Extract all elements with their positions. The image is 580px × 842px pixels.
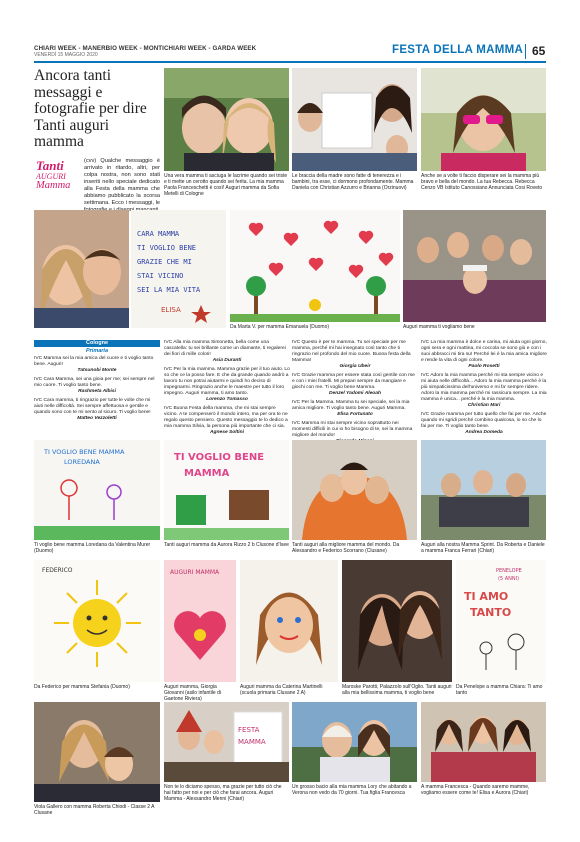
photo-mother-son (34, 210, 129, 328)
svg-text:ELISA: ELISA (161, 306, 181, 314)
photo-selfie-image (342, 560, 452, 682)
messages-column-2 (164, 340, 290, 439)
drawing-penelope (456, 560, 546, 682)
article-headline: Ancora tanti messaggi e fotografie per dire Tanti auguri mamma (34, 67, 147, 150)
message: IVC Buona Festa della mamma, che mi stai sempre vicino. A te compenserò il mondo intero, ma per ora te ne regalo questo pensiero. Questo messaggio te lo dedico a mia mamma Silvia, la persona più importante che ci sia. Agnese Soltini (164, 406, 288, 435)
photo-blanket-mother (292, 440, 417, 540)
svg-text:TI AMO: TI AMO (464, 590, 509, 603)
drawing-cara-mamma (131, 210, 226, 328)
caption-row2-2: Auguri mamma ti vogliamo bene (403, 324, 475, 330)
drawing-face-image (240, 560, 338, 682)
section-title: FESTA DELLA MAMMA (392, 44, 524, 56)
caption-row3-1: Ti voglio bene mamma Loredana da Valentina Murer (Duomo) (34, 542, 151, 554)
message: IVC Adoro la mia mamma perché mi sta sempre vicino e mi aiuta nelle difficoltà... Adoro la mia mamma perché è la più simpaticissima dell'universo e mi fa' sempre ridere. Adoro la mia mamma perché mi rassicura sempre. La mia mamma è unica... perché è la mia mamma. Christian Mari (421, 373, 547, 408)
message: IVC Grazie mamma per tutto quello che fai per me. Anche quando mi sgridi perché combino qualcosa, io so che lo fai per me. Ti voglio tanto bene. Andrea Domeda (421, 412, 547, 435)
svg-text:AUGURI MAMMA: AUGURI MAMMA (170, 569, 220, 576)
logo-line-2: AUGURI (36, 172, 66, 181)
photo-family-drawing-image (292, 68, 417, 171)
caption-row3-2: Tanti auguri mamma da Aurora Rizzo 2 b Clusone d'Isee (164, 542, 289, 548)
svg-text:MAMMA: MAMMA (184, 468, 230, 479)
svg-text:TI VOGLIO BENE: TI VOGLIO BENE (137, 244, 197, 252)
caption-top-1: Una vera mamma ti asciuga le lacrime quando sei triste e ti mette un cerotto quando sei ferita. La mia mamma Paola Franceschetti è così! Auguri mamma da Sofia Metelli di Cologne (164, 173, 288, 197)
caption-row5-4: A mamma Francesca - Quando saremo mamme, vogliamo essere come te! Elisa e Aurora (Chiari) (421, 784, 530, 796)
photo-girl-pink-glasses-image (421, 68, 546, 171)
svg-text:STAI VICINO: STAI VICINO (137, 272, 184, 280)
drawing-sun-image (34, 560, 160, 682)
logo-line-1: Tanti (36, 158, 64, 173)
intro-text: (cvv) Qualche messaggio è arrivato in ritardo, altri, per colpa nostra, non sono stati inseriti nello speciale dedicato alla Festa della mamma che abbiamo pubblicato la scorsa settimana. Ecco i messaggi, le (84, 158, 160, 206)
drawing-family-image (34, 440, 160, 540)
photo-elisa-aurora (421, 702, 546, 782)
caption-row2-1: Da Marta V. per mamma Emanuela (Duomo) (230, 324, 330, 330)
photo-three-women-image (421, 702, 546, 782)
caption-row4-2: Auguri mamma, Giorgia Giovanni (asilo infantile di Gaetone Riviera) (164, 684, 221, 702)
drawing-caterina-face (240, 560, 338, 682)
cologne-heading: Cologne (34, 340, 160, 347)
message: IVC Mamma sei la mia amica del cuore e ti voglio tanto bene. Auguri! Tatsunobi Monte (34, 356, 154, 373)
photo-maroske-mother (342, 560, 452, 682)
svg-text:MAMMA: MAMMA (238, 738, 266, 746)
cologne-subheading: Primaria (85, 348, 108, 354)
caption-row4-5: Da Penelope a mamma Chiara: Ti amo tanto (456, 684, 543, 696)
photo-francesca-lory (292, 702, 417, 782)
svg-text:GRAZIE CHE MI: GRAZIE CHE MI (137, 258, 192, 266)
photo-franca-family (421, 440, 546, 540)
svg-text:PENELOPE: PENELOPE (496, 568, 522, 574)
drawing-letter-image (131, 210, 226, 328)
message: IVC Cara mamma, ti ringrazio per tutte le volte che mi aiuti nelle difficoltà. Sei sempre affettuosa e gentile e quando sono con te mi sento al sicuro. Ti voglio bene! Matteo Vezzoletti (34, 398, 151, 421)
svg-text:TI VOGLIO BENE: TI VOGLIO BENE (174, 452, 265, 463)
message: IVC Mamma mi stai sempre vicino soprattutto nei momenti difficili in cui io ho bisogno di te, sei la mamma migliore del mondo! (292, 421, 413, 438)
message: IVC Alla mia mamma Simonetta, bella come una cascatella: tu sei brillante come un diamante, ti regalerei dei fiori di mille colori! Asia Duranti (164, 340, 286, 363)
page-number: 65 (532, 44, 546, 58)
photo-family-group-image (403, 210, 546, 322)
messages-column-4 (421, 340, 547, 439)
header-rule (34, 61, 546, 63)
messages-column-3 (292, 340, 418, 448)
issue-date: VENERDÌ 15 MAGGIO 2020 (34, 52, 98, 58)
photo-rebecca (421, 68, 546, 171)
drawing-heart-image (164, 560, 236, 682)
svg-text:(5 ANNI): (5 ANNI) (498, 576, 520, 582)
drawing-ti-amo-image (456, 560, 546, 682)
svg-text:TI VOGLIO BENE MAMMA: TI VOGLIO BENE MAMMA (44, 448, 125, 456)
caption-row5-2: Non te lo diciamo spesso, ma grazie per tutto ciò che hai fatto per noi e per ciò che farai ancora. Auguri Mamma - Alessandro Menni (Chiari) (164, 784, 282, 802)
svg-text:TANTO: TANTO (470, 606, 512, 619)
photo-alessandro-menni (164, 702, 289, 782)
photo-mother-daughter-outdoor-image (292, 702, 417, 782)
message: IVC Per la Mamma. Mamma tu sei speciale, sei la mia amica migliore. Ti voglio tanto bene. Auguri Mamma. Elisa Fortunato (292, 400, 410, 417)
caption-row4-3: Auguri mamma da Caterina Martinelli (scuola primaria Clusane 2 A) (240, 684, 323, 696)
photo-family-group (403, 210, 546, 322)
message: IVC Per la mia mamma. Mamma grazie per il tuo aiuto. Lo so che ce la posso fare. E che da grande quando andrò a lavoro tu non potrai aiutarmi e quindi ho deciso di impegnarmi. Ringrazio anche le maestre per tutto il loro impegno. Auguri mamma, ti amo tanto. Lorenzo Tomasso (164, 367, 290, 402)
caption-row3-3: Tanti auguri alla migliore mamma del mondo. Da Alessandro e Federico Scorrano (Clusane) (292, 542, 400, 554)
svg-text:SEI LA MIA VITA: SEI LA MIA VITA (137, 286, 201, 294)
caption-row4-4: Maroske Parotti, Palazzolo sull'Oglio. Tanti auguri alla mia bellissima mamma, ti voglio bene (342, 684, 452, 696)
drawing-giorgia-heart (164, 560, 236, 682)
message: IVC La mia mamma è dolce e carina, mi aiuta ogni giorno, ogni sera e ogni mattina, mi coccola se sono giù e con i suoi abbracci mi tira su! Perché lei è la mia amica migliore e rende la vita di ogni colore. Paolo Rosetti (421, 340, 547, 369)
photo-mother-son-image (34, 210, 129, 328)
photo-viola-roberta (34, 702, 160, 802)
photo-mother-girl-image (34, 702, 160, 802)
logo-line-3: Mamma (36, 180, 71, 191)
photo-outdoor-family-image (421, 440, 546, 540)
drawing-loredana (34, 440, 160, 540)
photo-daniela-children (292, 68, 417, 171)
drawing-federico-sun (34, 560, 160, 682)
drawing-pink-letters-image (164, 440, 289, 540)
header-separator (525, 44, 526, 59)
caption-top-2: Le braccia della madre sono fatte di tenerezza e i bambini, tra esse, ci dormono profondamente. Mamma Daniela con Christian Azzurro e Brianna (Orzinuovi) (292, 173, 414, 191)
drawing-hearts-trees (230, 210, 400, 322)
message: IVC Questo è per te mamma. Tu sei speciale per me mamma, perché mi hai insegnato così tanto che ti ringrazio nel profondo del mio cuore. Buona festa della Mamma! Giorgia Ubeir (292, 340, 411, 369)
caption-row5-1: Viola Gallero con mamma Roberta Chiodi - Classe 2 A Clusane (34, 804, 155, 816)
drawing-hearts-image (230, 210, 400, 322)
photo-sofia-mamma (164, 68, 289, 171)
svg-text:FESTA: FESTA (238, 726, 260, 734)
messages-column-1 (34, 356, 160, 425)
drawing-aurora (164, 440, 289, 540)
photo-mother-daughter-image (164, 68, 289, 171)
svg-text:LOREDANA: LOREDANA (64, 458, 100, 466)
photo-christmas-image (164, 702, 289, 782)
photo-children-blanket-image (292, 440, 417, 540)
svg-text:CARA MAMMA: CARA MAMMA (137, 230, 180, 238)
caption-row4-1: Da Federico per mamma Stefania (Duomo) (34, 684, 130, 690)
svg-text:FEDERICO: FEDERICO (42, 567, 73, 574)
caption-row3-4: Auguri alla nostra Mamma Sprint. Da Roberta e Daniele a mamma Franca Ferrari (Chiari) (421, 542, 545, 554)
message: IVC Grazie mamma per essere stata così gentile con me e con i miei fratelli. Mi prepari sempre da mangiare e giochi con me. Ti voglio bene Mamma. Denzel Yadomi Aleoah (292, 373, 415, 396)
message: IVC Cara Mamma, sei una gioia per me; sei sempre nel mio cuore. Ti voglio tanto bene. Rashmeta Albisi (34, 377, 155, 394)
caption-row5-3: Un grosso bacio alla mia mamma Lory che abitando a Verona non vedo da 70 giorni. Tua figlia Francesca (292, 784, 412, 796)
article-intro (34, 158, 160, 214)
masthead-publications: CHIARI WEEK - MANERBIO WEEK - MONTICHIARI WEEK - GARDA WEEK (34, 45, 257, 52)
caption-top-3: Anche se a volte ti faccio disperare sei la mamma più bravo e bella del mondo. La tua Rebecca. Rebecca Cenzo VB Istituto Canossiano Annunciata Cosi Roveto (421, 173, 543, 191)
